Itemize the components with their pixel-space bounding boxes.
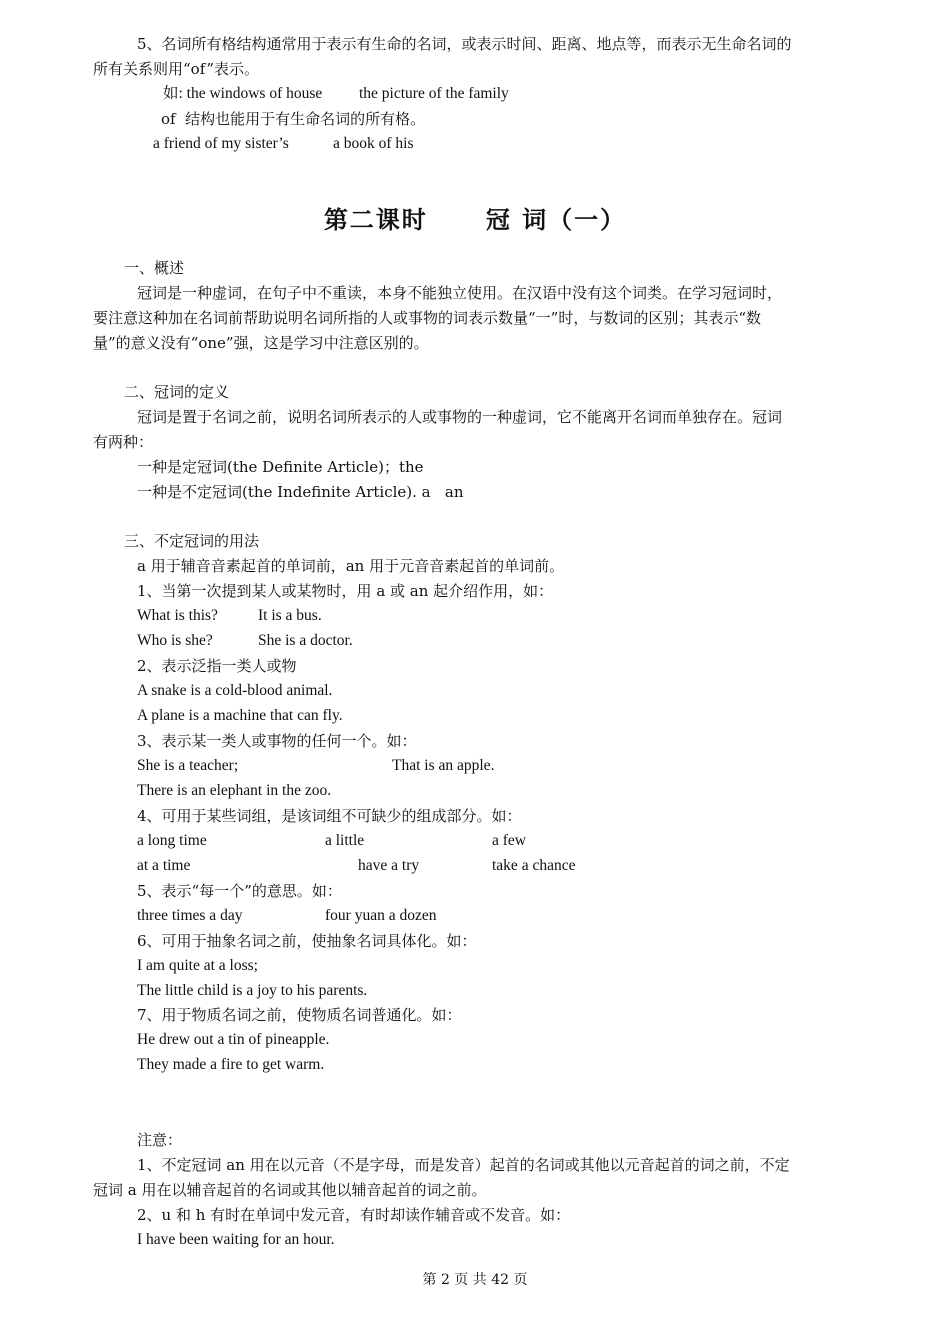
note-1-line1: 1、不定冠词 an 用在以元音（不是字母，而是发音）起首的名词或其他以元音起首的词之前，不定 (137, 1156, 790, 1174)
rule-6-example-2: The little child is a joy to his parents. (137, 982, 368, 999)
rule-7-example-2: They made a fire to get warm. (137, 1056, 325, 1073)
section-usage-heading: 三、不定冠词的用法 (124, 532, 260, 550)
note-1-line2: 冠词 a 用在以辅音起首的名词或其他以辅音起首的词之前。 (93, 1181, 487, 1199)
overview-line2: 要注意这种加在名词前帮助说明名词所指的人或事物的词表示数量“一”时，与数词的区别；其表示“数 (93, 309, 762, 327)
para-possessive-line2: 所有关系则用“of”表示。 (93, 60, 260, 78)
section-overview-heading: 一、概述 (124, 259, 185, 277)
rule-3-example-1a: She is a teacher; (137, 757, 239, 774)
title-lesson: 第二课时 (323, 205, 428, 234)
title-topic: 冠 词（一） (485, 205, 627, 234)
rule-4-example-2b: have a try (358, 857, 420, 874)
definite-article-line: 一种是定冠词(the Definite Article)；the (137, 458, 424, 476)
rule-5: 5、表示“每一个”的意思。如： (137, 882, 342, 900)
rule-3-example-1b: That is an apple. (392, 757, 495, 774)
indefinite-article-line: 一种是不定冠词(the Indefinite Article). a an (137, 483, 464, 501)
note-heading: 注意： (137, 1131, 183, 1149)
rule-1-example-1b: It is a bus. (258, 607, 322, 624)
rule-6-example-1: I am quite at a loss; (137, 957, 258, 974)
rule-1-example-2a: Who is she? (137, 632, 213, 649)
note-2-example-1: I have been waiting for an hour. (137, 1231, 335, 1248)
rule-5-example-1b: four yuan a dozen (325, 907, 437, 924)
rule-1-example-1a: What is this? (137, 607, 218, 624)
rule-4: 4、可用于某些词组，是该词组不可缺少的组成部分。如： (137, 807, 522, 825)
rule-4-example-1c: a few (492, 832, 526, 849)
example-friend: a friend of my sister’s (153, 135, 289, 152)
rule-4-example-2c: take a chance (492, 857, 576, 874)
rule-2: 2、表示泛指一类人或物 (137, 657, 297, 675)
rule-4-example-1b: a little (325, 832, 365, 849)
definition-line1: 冠词是置于名词之前，说明名词所表示的人或事物的一种虚词，它不能离开名词而单独存在。冠词 (137, 408, 783, 426)
rule-2-example-1: A snake is a cold-blood animal. (137, 682, 333, 699)
rule-5-example-1a: three times a day (137, 907, 243, 924)
para-possessive-line1: 5、名词所有格结构通常用于表示有生命的名词，或表示时间、距离、地点等，而表示无生命名词的 (137, 35, 792, 53)
example-picture: the picture of the family (359, 85, 509, 102)
usage-intro: a 用于辅音音素起首的单词前，an 用于元音音素起首的单词前。 (137, 557, 565, 575)
rule-1: 1、当第一次提到某人或某物时，用 a 或 an 起介绍作用，如： (137, 582, 554, 600)
definition-line2: 有两种： (93, 433, 154, 451)
example-windows: 如: the windows of house (163, 85, 323, 102)
rule-1-example-2b: She is a doctor. (258, 632, 353, 649)
rule-4-example-2a: at a time (137, 857, 191, 874)
rule-3: 3、表示某一类人或事物的任何一个。如： (137, 732, 417, 750)
rule-7-example-1: He drew out a tin of pineapple. (137, 1031, 330, 1048)
example-book: a book of his (333, 135, 414, 152)
of-structure-note: of 结构也能用于有生命名词的所有格。 (161, 110, 426, 128)
rule-3-example-2: There is an elephant in the zoo. (137, 782, 332, 799)
rule-7: 7、用于物质名词之前，使物质名词普通化。如： (137, 1006, 462, 1024)
section-definition-heading: 二、冠词的定义 (124, 383, 230, 401)
overview-line3: 量”的意义没有“one”强，这是学习中注意区别的。 (93, 334, 429, 352)
rule-4-example-1a: a long time (137, 832, 207, 849)
overview-line1: 冠词是一种虚词，在句子中不重读，本身不能独立使用。在汉语中没有这个词类。在学习冠词时， (137, 284, 783, 302)
rule-2-example-2: A plane is a machine that can fly. (137, 707, 343, 724)
note-2: 2、u 和 h 有时在单词中发元音，有时却读作辅音或不发音。如： (137, 1206, 571, 1224)
page-number: 第 2 页 共 42 页 (422, 1272, 528, 1288)
page-title (0, 200, 950, 235)
rule-6: 6、可用于抽象名词之前，使抽象名词具体化。如： (137, 932, 477, 950)
